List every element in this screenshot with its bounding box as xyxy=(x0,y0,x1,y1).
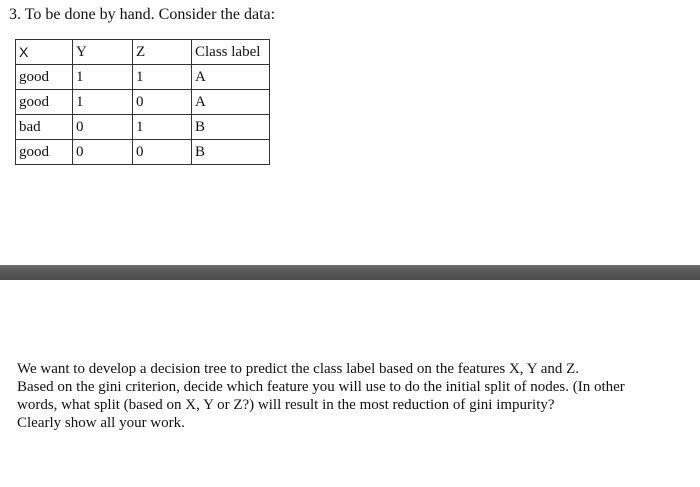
cell-x: good xyxy=(16,90,73,115)
question-line: words, what split (based on X, Y or Z?) will result in the most reduction of gini impurity? xyxy=(17,397,555,413)
table-row xyxy=(16,140,270,165)
cell-class-label: B xyxy=(192,140,270,165)
cell-x: good xyxy=(16,140,73,165)
cell-y: 1 xyxy=(73,90,133,115)
question-text xyxy=(17,360,693,432)
header-class-label: Class label xyxy=(192,40,270,65)
cell-x: good xyxy=(16,65,73,90)
cell-z: 1 xyxy=(133,115,192,140)
question-line: Clearly show all your work. xyxy=(17,415,185,431)
cell-z: 1 xyxy=(133,65,192,90)
cell-class-label: A xyxy=(192,90,270,115)
table-header-row xyxy=(16,40,270,65)
table-row xyxy=(16,65,270,90)
cell-y: 0 xyxy=(73,140,133,165)
header-x: X xyxy=(16,40,73,65)
problem-heading: 3. To be done by hand. Consider the data: xyxy=(9,6,276,23)
cell-y: 1 xyxy=(73,65,133,90)
cell-y: 0 xyxy=(73,115,133,140)
cell-class-label: A xyxy=(192,65,270,90)
data-table xyxy=(15,39,270,165)
question-line: Based on the gini criterion, decide which feature you will use to do the initial split of nodes. (In other xyxy=(17,379,625,395)
cell-z: 0 xyxy=(133,140,192,165)
header-z: Z xyxy=(133,40,192,65)
cell-z: 0 xyxy=(133,90,192,115)
question-line: We want to develop a decision tree to predict the class label based on the features X, Y and Z. xyxy=(17,361,580,377)
section-divider xyxy=(0,265,700,280)
table-row xyxy=(16,115,270,140)
header-y: Y xyxy=(73,40,133,65)
cell-x: bad xyxy=(16,115,73,140)
table-row xyxy=(16,90,270,115)
cell-class-label: B xyxy=(192,115,270,140)
